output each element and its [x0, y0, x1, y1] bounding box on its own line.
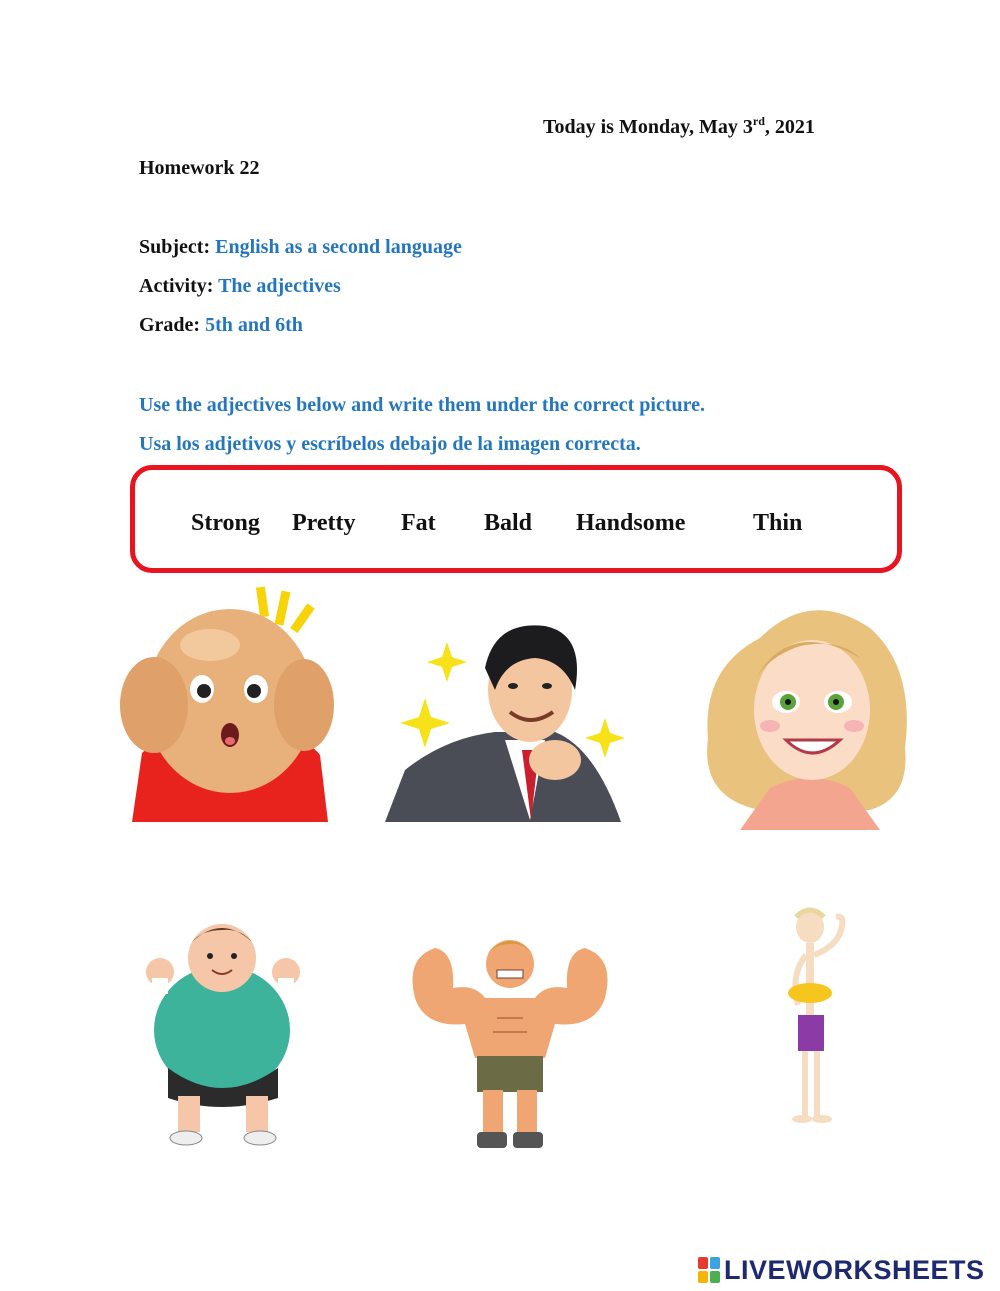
subject-value: English as a second language [215, 236, 462, 258]
date-ordinal: rd [752, 114, 765, 128]
word-strong[interactable]: Strong [191, 510, 260, 536]
fat-character-picture [140, 918, 305, 1150]
bald-character-picture [120, 585, 335, 822]
logo-text: LIVEWORKSHEETS [724, 1254, 985, 1285]
activity-value: The adjectives [218, 275, 341, 297]
activity-line [139, 275, 341, 298]
liveworksheets-logo [698, 1254, 985, 1286]
subject-label: Subject: [139, 236, 211, 258]
activity-label: Activity: [139, 275, 214, 297]
handsome-man-picture [385, 620, 625, 822]
instruction-english: Use the adjectives below and write them under the correct picture. [139, 394, 705, 416]
pretty-girl-picture [700, 598, 920, 830]
grade-value: 5th and 6th [205, 314, 303, 336]
strong-man-picture [405, 928, 615, 1150]
word-pretty[interactable]: Pretty [292, 510, 356, 536]
word-handsome[interactable]: Handsome [576, 510, 686, 536]
word-thin[interactable]: Thin [753, 510, 803, 536]
homework-title: Homework 22 [139, 157, 260, 179]
thin-man-picture [770, 905, 870, 1130]
logo-icon [698, 1257, 720, 1283]
instruction-spanish: Usa los adjetivos y escríbelos debajo de la imagen correcta. [139, 433, 641, 455]
word-fat[interactable]: Fat [401, 510, 436, 536]
word-bald[interactable]: Bald [484, 510, 533, 536]
subject-line [139, 236, 462, 259]
date-line: Today is Monday, May 3rd, 2021 [543, 114, 815, 138]
grade-label: Grade: [139, 314, 201, 336]
grade-line [139, 314, 303, 337]
